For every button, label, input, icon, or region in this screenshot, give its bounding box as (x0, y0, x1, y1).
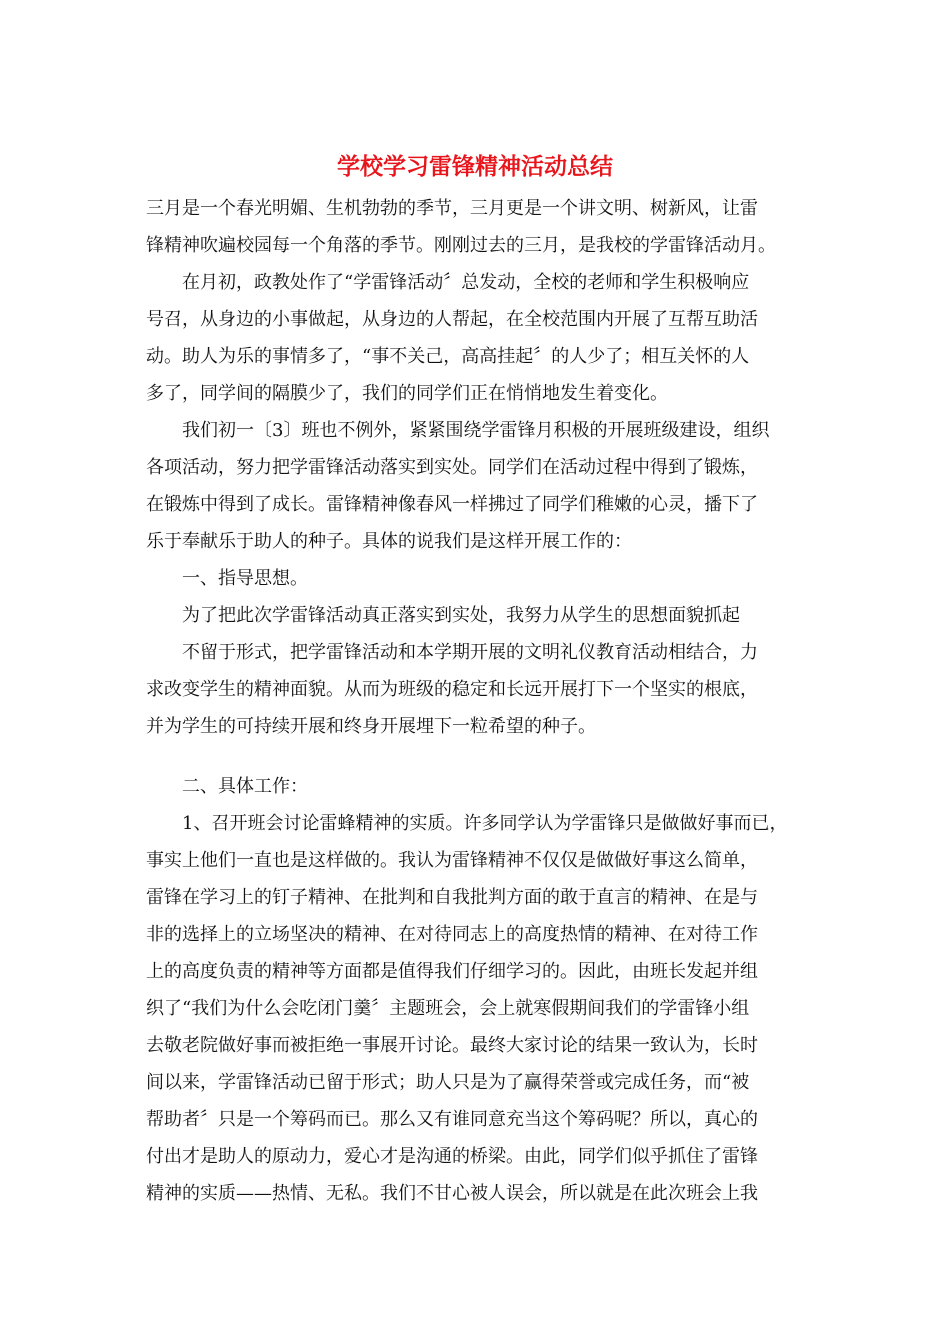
body-line: 间以来，学雷锋活动已留于形式；助人只是为了赢得荣誉或完成任务，而“被 (146, 1072, 750, 1093)
body-line: 多了，同学间的隔膜少了，我们的同学们正在悄悄地发生着变化。 (146, 383, 668, 404)
body-line: 我们初一〔3〕班也不例外，紧紧围绕学雷锋月积极的开展班级建设，组织 (182, 420, 770, 441)
body-line: 不留于形式，把学雷锋活动和本学期开展的文明礼仪教育活动相结合，力 (182, 642, 758, 663)
body-line: 各项活动，努力把学雷锋活动落实到实处。同学们在活动过程中得到了锻炼， (146, 457, 758, 478)
body-line: 并为学生的可持续开展和终身开展埋下一粒希望的种子。 (146, 716, 596, 737)
body-line: 三月是一个春光明媚、生机勃勃的季节，三月更是一个讲文明、树新风，让雷 (146, 198, 758, 219)
document-title: 学校学习雷锋精神活动总结 (337, 153, 613, 180)
body-line: 非的选择上的立场坚决的精神、在对待同志上的高度热情的精神、在对待工作 (146, 924, 758, 945)
body-line: 乐于奉献乐于助人的种子。具体的说我们是这样开展工作的： (146, 531, 632, 552)
body-line: 在锻炼中得到了成长。雷锋精神像春风一样拂过了同学们稚嫩的心灵，播下了 (146, 494, 758, 515)
body-line: 1、召开班会讨论雷蜂精神的实质。许多同学认为学雷锋只是做做好事而已， (182, 813, 788, 834)
section-heading-specific-work: 二、具体工作： (182, 776, 308, 797)
body-line: 求改变学生的精神面貌。从而为班级的稳定和长远开展打下一个坚实的根底， (146, 679, 758, 700)
body-line: 去敬老院做好事而被拒绝一事展开讨论。最终大家讨论的结果一致认为，长时 (146, 1035, 758, 1056)
body-line: 精神的实质——热情、无私。我们不甘心被人误会，所以就是在此次班会上我 (146, 1183, 758, 1204)
body-line: 事实上他们一直也是这样做的。我认为雷锋精神不仅仅是做做好事这么简单， (146, 850, 758, 871)
body-line: 雷锋在学习上的钉子精神、在批判和自我批判方面的敢于直言的精神、在是与 (146, 887, 758, 908)
body-line: 上的高度负责的精神等方面都是值得我们仔细学习的。因此，由班长发起并组 (146, 961, 758, 982)
body-line: 在月初，政教处作了“学雷锋活动〞总发动，全校的老师和学生积极响应 (182, 272, 750, 293)
body-line: 为了把此次学雷锋活动真正落实到实处，我努力从学生的思想面貌抓起 (182, 605, 740, 626)
section-heading-guiding-ideology: 一、指导思想。 (182, 568, 308, 589)
body-line: 织了“我们为什么会吃闭门羹〞主题班会，会上就寒假期间我们的学雷锋小组 (146, 998, 750, 1019)
body-line: 锋精神吹遍校园每一个角落的季节。刚刚过去的三月，是我校的学雷锋活动月。 (146, 235, 776, 256)
body-line: 帮助者〞只是一个筹码而已。那么又有谁同意充当这个筹码呢？所以，真心的 (146, 1109, 758, 1130)
body-line: 动。助人为乐的事情多了，“事不关己，高高挂起〞的人少了；相互关怀的人 (146, 346, 750, 367)
body-line: 号召，从身边的小事做起，从身边的人帮起，在全校范围内开展了互帮互助活 (146, 309, 758, 330)
body-line: 付出才是助人的原动力，爱心才是沟通的桥梁。由此，同学们似乎抓住了雷锋 (146, 1146, 758, 1167)
